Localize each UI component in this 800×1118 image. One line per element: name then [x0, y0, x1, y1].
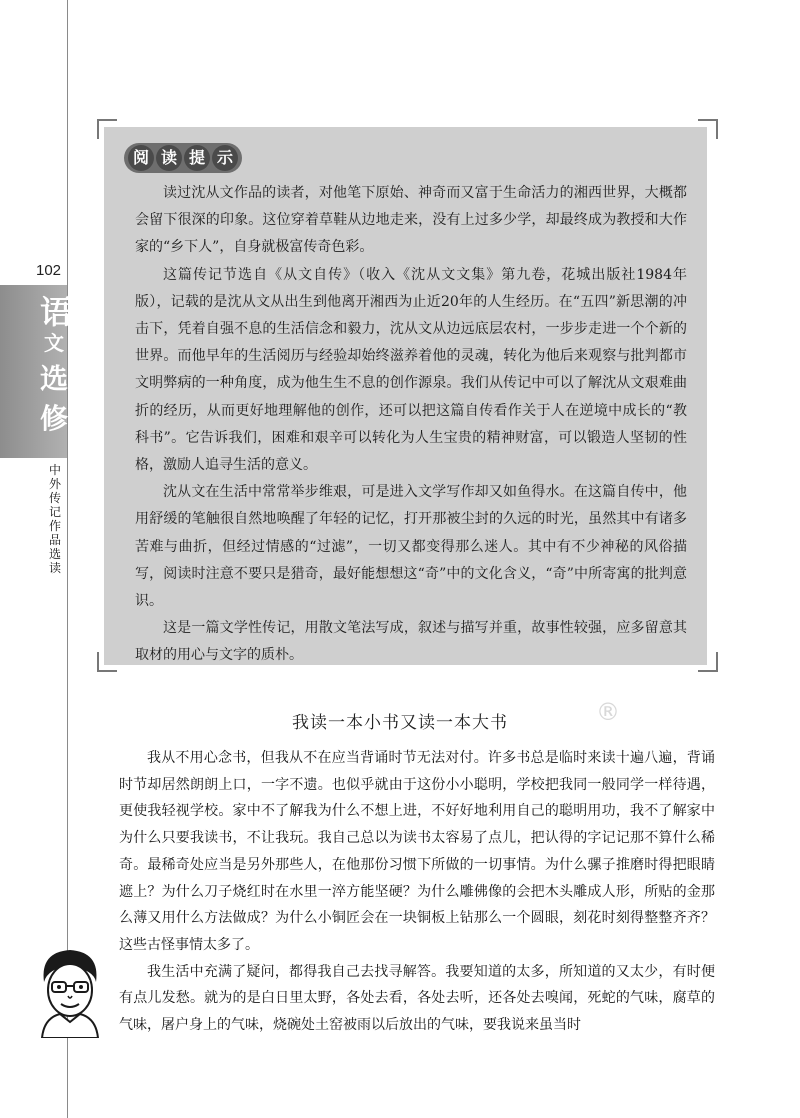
series-title: 中外传记作品选读 — [48, 463, 61, 575]
side-band-char: 语 — [40, 293, 73, 331]
label-char: 读 — [156, 145, 182, 171]
essay-body — [119, 745, 715, 1039]
reading-tip-text — [135, 180, 687, 670]
tip-paragraph: 这篇传记节选自《从文自传》（收入《沈从文文集》第九卷，花城出版社1984年版），记载的是沈从文从出生到他离开湘西为止近20年的人生经历。在“五四”新思潮的冲击下，凭着自强不息的生活信念和毅力，沈从文从边远底层农村，一步步走进一个个新的世界。而他早年的生活阅历与经验却始终滋养着他的灵魂，转化为他后来观察与批判都市文明弊病的一种角度，成为他生生不息的创作源泉。我们从传记中可以了解沈从文艰难曲折的经历，从而更好地理解他的创作，还可以把这篇自传看作关于人在逆境中成长的“教科书”。它告诉我们，困难和艰辛可以转化为人生宝贵的精神财富，可以锻造人坚韧的性格，激励人追寻生活的意义。 — [135, 266, 687, 474]
essay-paragraph: 我生活中充满了疑问，都得我自己去找寻解答。我要知道的太多，所知道的又太少，有时便有点儿发愁。就为的是白日里太野，各处去看，各处去听，还各处去嗅闻，死蛇的气味，腐草的气味，屠户身上的气味，烧碗处土窑被雨以后放出的气味，要我说来虽当时 — [119, 963, 715, 1034]
side-band-char: 修 — [40, 402, 69, 435]
side-band-char: 文 — [44, 331, 64, 355]
side-band-char: 选 — [40, 362, 69, 395]
corner-mark — [97, 652, 117, 672]
label-char: 阅 — [128, 145, 154, 171]
essay-paragraph: 我从不用心念书，但我从不在应当背诵时节无法对付。许多书总是临时来读十遍八遍，背诵时节却居然朗朗上口，一字不遗。也似乎就由于这份小小聪明，学校把我同一般同学一样待遇，更使我轻视学校。家中不了解我为什么不想上进，不好好地利用自己的聪明用功，我不了解家中为什么只要我读书，不让我玩。我自己总以为读书太容易了点儿，把认得的字记记那不算什么稀奇。最稀奇处应当是另外那些人，在他那份习惯下所做的一切事情。为什么骡子推磨时得把眼睛遮上？为什么刀子烧红时在水里一淬方能坚硬？为什么雕佛像的会把木头雕成人形，所贴的金那么薄又用什么方法做成？为什么小铜匠会在一块铜板上钻那么一个圆眼，刻花时刻得整整齐齐？这些古怪事情太多了。 — [119, 750, 715, 953]
tip-paragraph: 这是一篇文学性传记，用散文笔法写成，叙述与描写并重，故事性较强，应多留意其取材的用心与文字的质朴。 — [135, 620, 687, 664]
corner-mark — [698, 119, 718, 139]
tip-paragraph: 读过沈从文作品的读者，对他笔下原始、神奇而又富于生命活力的湘西世界，大概都会留下很深的印象。这位穿着草鞋从边地走来，没有上过多少学，却最终成为教授和大作家的“乡下人”，自身就极富传奇色彩。 — [135, 185, 687, 256]
label-char: 提 — [184, 145, 210, 171]
author-portrait-icon — [30, 942, 110, 1038]
tip-paragraph: 沈从文在生活中常常举步维艰，可是进入文学写作却又如鱼得水。在这篇自传中，他用舒缓的笔触很自然地唤醒了年轻的记忆，打开那被尘封的久远的时光，虽然其中有诸多苦难与曲折，但经过情感的“过滤”，一切又都变得那么迷人。其中有不少神秘的风俗描写，阅读时注意不要只是猎奇，最好能想想这“奇”中的文化含义，“奇”中所寄寓的批判意识。 — [135, 484, 687, 610]
label-char: 示 — [212, 145, 238, 171]
page-number: 102 — [36, 262, 62, 279]
essay-title: 我读一本小书又读一本大书 — [292, 713, 508, 733]
corner-mark — [97, 119, 117, 139]
registered-mark: ® — [596, 698, 620, 726]
reading-tip-label — [124, 143, 242, 173]
side-band — [0, 285, 73, 458]
corner-mark — [698, 652, 718, 672]
